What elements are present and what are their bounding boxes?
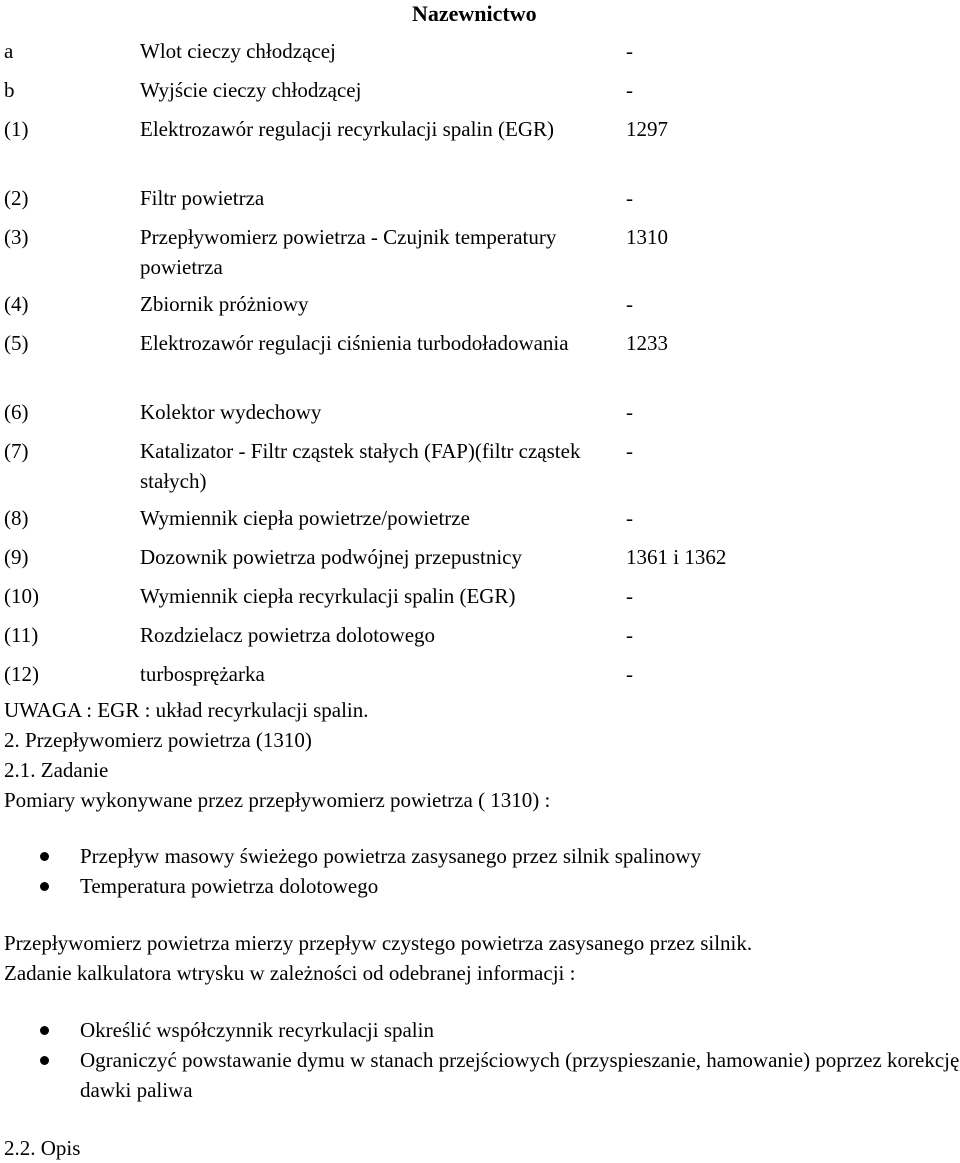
row-code: (2) [4, 186, 29, 210]
row-number: - [626, 400, 633, 424]
row-number: - [626, 584, 633, 608]
row-name: Przepływomierz powietrza - Czujnik temperatury powietrza [140, 225, 557, 279]
row-number: - [626, 78, 633, 102]
measurement-text: Przepływ masowy świeżego powietrza zasysanego przez silnik spalinowy [80, 844, 702, 868]
calculator-task-text: Ograniczyć powstawanie dymu w stanach przejściowych (przyspieszanie, hamowanie) poprzez korekcję dawki paliwa [80, 1048, 960, 1102]
flow-sentence: Przepływomierz powietrza mierzy przepływ czystego powietrza zasysanego przez silnik. [4, 931, 753, 955]
row-code: (3) [4, 225, 29, 249]
calculator-intro: Zadanie kalkulatora wtrysku w zależności od odebranej informacji : [4, 961, 576, 985]
row-code: (6) [4, 400, 29, 424]
section-2-1-title: 2.1. Zadanie [4, 758, 109, 782]
bullet-dot [40, 1026, 49, 1035]
row-number: 1233 [626, 331, 668, 355]
row-code: (11) [4, 623, 39, 647]
row-number: - [626, 439, 633, 463]
row-number: 1297 [626, 117, 668, 141]
row-name: Wlot cieczy chłodzącej [140, 39, 336, 63]
row-name: Wymiennik ciepła powietrze/powietrze [140, 506, 470, 530]
row-number: - [626, 39, 633, 63]
row-code: (9) [4, 545, 29, 569]
row-number: - [626, 186, 633, 210]
row-code: (8) [4, 506, 29, 530]
row-name: Kolektor wydechowy [140, 400, 322, 424]
row-code: (4) [4, 292, 29, 316]
row-code: (1) [4, 117, 29, 141]
row-number: - [626, 506, 633, 530]
row-name: Dozownik powietrza podwójnej przepustnicy [140, 545, 522, 569]
egr-note: UWAGA : EGR : układ recyrkulacji spalin. [4, 698, 369, 722]
row-name: Zbiornik próżniowy [140, 292, 309, 316]
row-name: Katalizator - Filtr cząstek stałych (FAP)(filtr cząstek stałych) [140, 439, 581, 493]
row-number: - [626, 292, 633, 316]
bullet-dot [40, 1056, 49, 1065]
row-code: (5) [4, 331, 29, 355]
section-2-2-title: 2.2. Opis [4, 1136, 81, 1160]
row-number: - [626, 662, 633, 686]
row-name: Wyjście cieczy chłodzącej [140, 78, 362, 102]
bullet-dot [40, 882, 49, 891]
row-number: 1310 [626, 225, 668, 249]
measurements-intro: Pomiary wykonywane przez przepływomierz powietrza ( 1310) : [4, 788, 551, 812]
row-name: Elektrozawór regulacji recyrkulacji spalin (EGR) [140, 117, 554, 141]
row-number: 1361 i 1362 [626, 545, 727, 569]
row-code: b [4, 78, 15, 102]
row-code: a [4, 39, 14, 63]
measurement-text: Temperatura powietrza dolotowego [80, 874, 379, 898]
bullet-dot [40, 852, 49, 861]
row-name: turbosprężarka [140, 662, 265, 686]
row-name: Filtr powietrza [140, 186, 265, 210]
nomenclature-heading: Nazewnictwo [412, 1, 537, 26]
row-name: Rozdzielacz powietrza dolotowego [140, 623, 436, 647]
row-name: Elektrozawór regulacji ciśnienia turbodoładowania [140, 331, 569, 355]
row-code: (10) [4, 584, 39, 608]
row-number: - [626, 623, 633, 647]
row-code: (12) [4, 662, 39, 686]
row-code: (7) [4, 439, 29, 463]
section-2-title: 2. Przepływomierz powietrza (1310) [4, 728, 312, 752]
row-name: Wymiennik ciepła recyrkulacji spalin (EGR) [140, 584, 516, 608]
calculator-task-text: Określić współczynnik recyrkulacji spalin [80, 1018, 434, 1042]
